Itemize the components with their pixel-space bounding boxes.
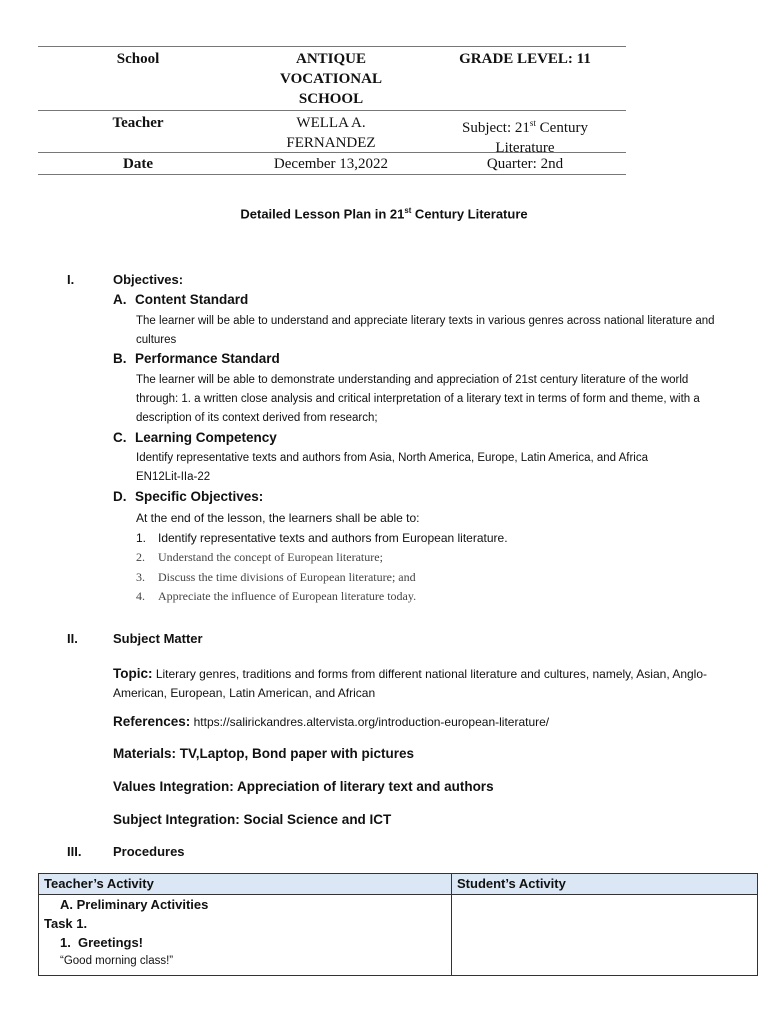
header-row-date bbox=[38, 153, 626, 175]
specific-objectives-intro: At the end of the lesson, the learners shall be able to: bbox=[136, 511, 420, 525]
content-standard-text: The learner will be able to understand and appreciate literary texts in various genres across national literature and cultures bbox=[136, 315, 715, 346]
specific-objectives-heading: D. Specific Objectives: bbox=[113, 489, 264, 504]
content-standard-heading: A. Content Standard bbox=[113, 292, 249, 307]
header-table bbox=[38, 46, 626, 175]
teacher-name: WELLA A. FERNANDEZ bbox=[286, 115, 376, 151]
school-label: School bbox=[116, 51, 160, 67]
student-activity-header: Student’s Activity bbox=[452, 874, 758, 895]
section-number-procedures: III. bbox=[67, 844, 82, 859]
date-value: December 13,2022 bbox=[273, 156, 389, 172]
topic-paragraph: Topic: Literary genres, traditions and forms from different national literature and cultures, namely, Asian, Anglo-American, European, Latin American, and African bbox=[113, 666, 708, 700]
section-title-subject-matter: Subject Matter bbox=[113, 631, 203, 646]
performance-standard-text: The learner will be able to demonstrate understanding and appreciation of 21st century literature of the world through: 1. a written close analysis and critical interpretation of a literary text in terms of form and theme, with a description of its context derived from research; bbox=[136, 374, 700, 424]
performance-standard-heading: B. Performance Standard bbox=[113, 351, 280, 366]
teacher-label: Teacher bbox=[112, 115, 164, 131]
page-title: Detailed Lesson Plan in 21st Century Literature bbox=[240, 206, 528, 222]
teacher-activity-header: Teacher’s Activity bbox=[39, 874, 452, 895]
subject-value: Subject: 21st Century Literature bbox=[461, 118, 588, 156]
school-name: ANTIQUE VOCATIONAL SCHOOL bbox=[280, 51, 382, 107]
section-number-subject-matter: II. bbox=[67, 631, 78, 646]
list-item: 4. Appreciate the influence of European literature today. bbox=[136, 589, 417, 603]
quarter-value: Quarter: 2nd bbox=[486, 156, 564, 172]
section-number-objectives: I. bbox=[67, 272, 75, 287]
header-row-teacher bbox=[38, 111, 626, 156]
header-row-school bbox=[38, 47, 626, 111]
section-title-procedures: Procedures bbox=[113, 844, 185, 859]
values-integration-line: Values Integration: Appreciation of literary text and authors bbox=[113, 779, 494, 794]
materials-line: Materials: TV,Laptop, Bond paper with pictures bbox=[113, 746, 415, 761]
list-item: 2. Understand the concept of European literature; bbox=[136, 550, 383, 564]
student-activity-cell bbox=[452, 895, 758, 976]
section-title-objectives: Objectives: bbox=[113, 272, 184, 287]
specific-objectives-list bbox=[136, 509, 726, 607]
learning-competency-text: Identify representative texts and authors from Asia, North America, Europe, Latin America, and Africa EN12Lit-IIa-22 bbox=[136, 452, 649, 483]
subject-integration-line: Subject Integration: Social Science and ICT bbox=[113, 812, 392, 827]
grade-level: GRADE LEVEL: 11 bbox=[459, 51, 591, 67]
table-row bbox=[39, 895, 758, 976]
teacher-activity-cell: A. Preliminary Activities Task 1. 1. Greetings! “Good morning class!” bbox=[39, 895, 452, 976]
references-line: References: https://salirickandres.altervista.org/introduction-european-literature/ bbox=[113, 714, 550, 729]
learning-competency-heading: C. Learning Competency bbox=[113, 430, 277, 445]
procedures-table bbox=[38, 873, 758, 976]
list-item: 3. Discuss the time divisions of European literature; and bbox=[136, 569, 416, 584]
table-header-row bbox=[39, 874, 758, 895]
list-item: 1. Identify representative texts and authors from European literature. bbox=[136, 530, 508, 545]
date-label: Date bbox=[123, 156, 153, 172]
